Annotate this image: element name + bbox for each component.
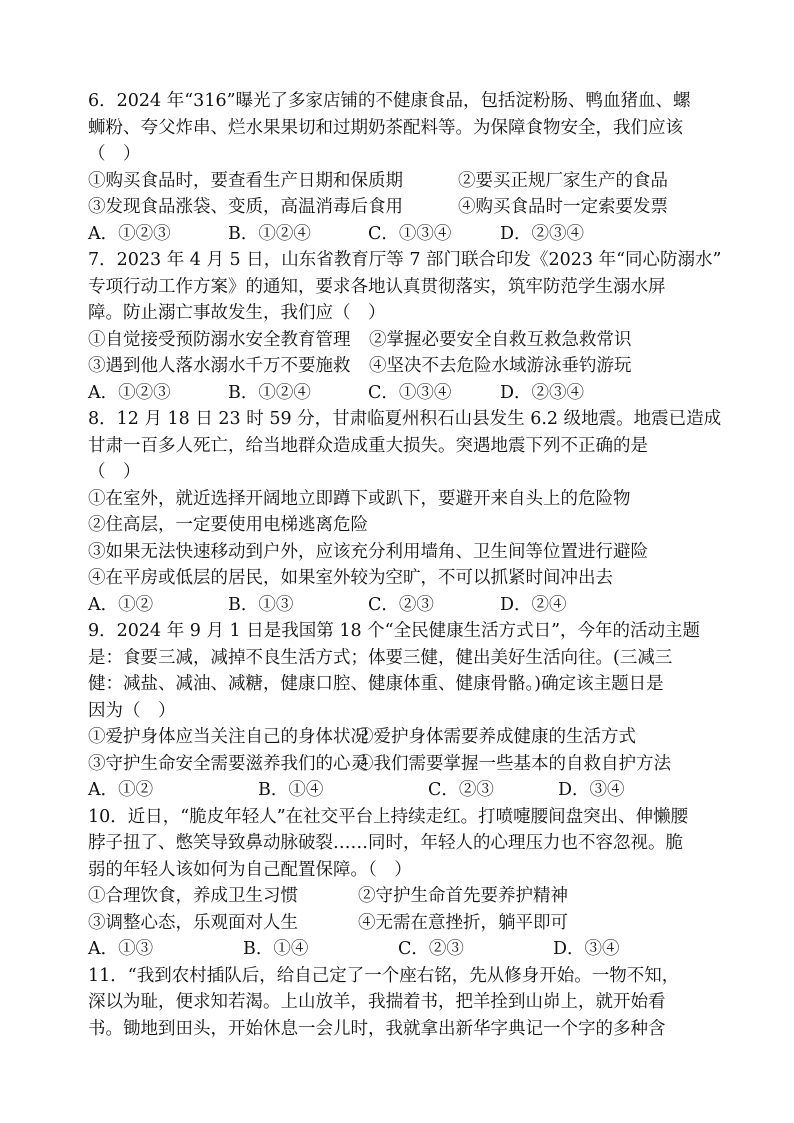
question-stem-line: （ ） bbox=[88, 144, 141, 164]
question-stem-line: 弱的年轻人该如何为自己配置保障。（ ） bbox=[88, 859, 412, 880]
option-d: D．②③④ bbox=[500, 223, 585, 244]
option-c: C．②③ bbox=[368, 594, 434, 615]
question-stem-line: 脖子扭了、憋笑导致鼻动脉破裂……同时，年轻人的心理压力也不容忽视。脆 bbox=[88, 833, 683, 853]
options-row bbox=[88, 380, 718, 407]
statement-1: ①在室外，就近选择开阔地立即蹲下或趴下，要避开来自头上的危险物 bbox=[88, 488, 631, 509]
statement-1: ①自觉接受预防溺水安全教育管理 bbox=[88, 329, 351, 350]
statement-row bbox=[88, 353, 718, 380]
option-c: C．①③④ bbox=[368, 223, 452, 244]
option-a: A．①② bbox=[88, 780, 154, 800]
option-a: A．①③ bbox=[88, 939, 154, 959]
statement-row bbox=[88, 751, 718, 778]
question-7 bbox=[88, 247, 722, 406]
question-stem-line: 专项行动工作方案》的通知，要求各地认真贯彻落实，筑牢防范学生溺水屏 bbox=[88, 276, 666, 297]
question-stem-line: 甘肃一百多人死亡，给当地群众造成重大损失。突遇地震下列不正确的是 bbox=[88, 435, 648, 456]
option-c: C．②③ bbox=[428, 780, 494, 800]
option-a: A．①② bbox=[88, 594, 154, 615]
question-6 bbox=[88, 88, 718, 247]
statement-4: ④无需在意挫折，躺平即可 bbox=[358, 912, 568, 933]
statement-2: ②住高层，一定要使用电梯逃离危险 bbox=[88, 515, 368, 535]
question-stem-line: 深以为耻，便求知若渴。上山放羊，我揣着书，把羊拴到山峁上，就开始看 bbox=[88, 992, 666, 1012]
question-stem-line: 11．“我到农村插队后，给自己定了一个座右铭，先从修身开始。一物不知， bbox=[88, 965, 680, 986]
question-stem-line: 9．2024 年 9 月 1 日是我国第 18 个“全民健康生活方式日”，今年的活动主题 bbox=[88, 621, 701, 641]
statement-row bbox=[88, 327, 718, 354]
option-d: D．③④ bbox=[553, 939, 620, 959]
question-list bbox=[88, 88, 722, 1042]
statement-3: ③发现食品涨袋、变质，高温消毒后食用 bbox=[88, 197, 403, 217]
option-b: B．①④ bbox=[258, 780, 324, 800]
options-row bbox=[88, 936, 718, 963]
question-stem-line: 书。锄地到田头，开始休息一会儿时，我就拿出新华字典记一个字的多种含 bbox=[88, 1018, 666, 1039]
statement-3: ③如果无法快速移动到户外，应该充分利用墙角、卫生间等位置进行避险 bbox=[88, 541, 648, 562]
question-stem-line: 因为（ ） bbox=[88, 700, 176, 721]
statement-4: ④购买食品时一定索要发票 bbox=[458, 197, 668, 217]
statement-1: ①购买食品时，要查看生产日期和保质期 bbox=[88, 170, 403, 191]
statement-4: ④在平房或低层的居民，如果室外较为空旷，不可以抓紧时间冲出去 bbox=[88, 568, 613, 588]
question-stem-line: 是：食要三减，减掉不良生活方式；体要三健，健出美好生活向往。(三减三 bbox=[88, 647, 673, 668]
statement-2: ②爱护身体需要养成健康的生活方式 bbox=[356, 727, 636, 747]
statement-1: ①爱护身体应当关注自己的身体状况 bbox=[88, 727, 368, 747]
options-row bbox=[88, 592, 718, 619]
question-stem-line: 健：减盐、减油、减糖，健康口腔、健康体重、健康骨骼。)确定该主题日是 bbox=[88, 674, 664, 694]
option-b: B．①③ bbox=[228, 594, 294, 615]
statement-3: ③遇到他人落水溺水千万不要施救 bbox=[88, 356, 351, 376]
option-c: C．②③ bbox=[398, 939, 464, 959]
question-stem-line: （ ） bbox=[88, 462, 141, 482]
option-d: D．②④ bbox=[500, 594, 567, 615]
statement-2: ②掌握必要安全自救互救急救常识 bbox=[369, 329, 632, 350]
statement-2: ②要买正规厂家生产的食品 bbox=[458, 170, 668, 191]
question-stem-line: 蛳粉、夸父炸串、烂水果果切和过期奶茶配料等。为保障食物安全，我们应该 bbox=[88, 117, 683, 138]
statement-row bbox=[88, 168, 718, 195]
option-b: B．①②④ bbox=[228, 223, 311, 244]
question-8 bbox=[88, 406, 722, 618]
statement-4: ④坚决不去危险水域游泳垂钓游玩 bbox=[369, 356, 632, 376]
question-9 bbox=[88, 618, 718, 804]
statement-row bbox=[88, 724, 718, 751]
option-b: B．①④ bbox=[243, 939, 309, 959]
question-stem-line: 7．2023 年 4 月 5 日，山东省教育厅等 7 部门联合印发《2023 年“同心防溺水” bbox=[88, 250, 722, 270]
question-stem-line: 10．近日，“脆皮年轻人”在社交平台上持续走红。打喷嚏腰间盘突出、伸懒腰 bbox=[88, 806, 689, 827]
options-row bbox=[88, 221, 718, 248]
option-a: A．①②③ bbox=[88, 382, 171, 403]
question-stem-line: 6．2024 年“316”曝光了多家店铺的不健康食品，包括淀粉肠、鸭血猪血、螺 bbox=[88, 91, 691, 111]
statement-3: ③调整心态，乐观面对人生 bbox=[88, 912, 298, 933]
option-a: A．①②③ bbox=[88, 223, 171, 244]
statement-1: ①合理饮食，养成卫生习惯 bbox=[88, 886, 298, 906]
option-c: C．①③④ bbox=[368, 382, 452, 403]
option-d: D．②③④ bbox=[500, 382, 585, 403]
statement-3: ③守护生命安全需要滋养我们的心灵 bbox=[88, 753, 368, 774]
question-stem-line: 障。防止溺亡事故发生，我们应（ ） bbox=[88, 303, 386, 323]
statement-row bbox=[88, 883, 718, 910]
question-10 bbox=[88, 804, 718, 963]
options-row bbox=[88, 777, 718, 804]
statement-2: ②守护生命首先要养护精神 bbox=[358, 886, 568, 906]
option-b: B．①②④ bbox=[228, 382, 311, 403]
question-stem-line: 8．12 月 18 日 23 时 59 分，甘肃临夏州积石山县发生 6.2 级地震。地震已造成 bbox=[88, 409, 722, 429]
question-11 bbox=[88, 963, 718, 1043]
statement-row bbox=[88, 194, 718, 221]
option-d: D．③④ bbox=[558, 780, 625, 800]
statement-4: ④我们需要掌握一些基本的自救自护方法 bbox=[356, 753, 671, 774]
statement-row bbox=[88, 910, 718, 937]
